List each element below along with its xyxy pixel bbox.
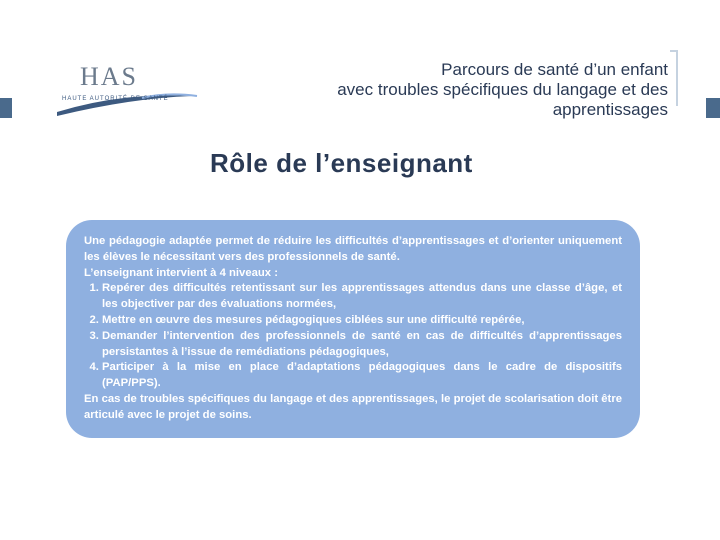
title-line-1: Parcours de santé d’un enfant — [441, 60, 668, 79]
logo-subtitle: HAUTE AUTORITÉ DE SANTÉ — [62, 96, 169, 102]
intro-paragraph: Une pédagogie adaptée permet de réduire les difficultés d’apprentissages et d’orienter uniquement les élèves le nécessitant vers des professionnels de santé. — [84, 235, 622, 263]
slide-heading: Rôle de l’enseignant — [210, 148, 473, 178]
levels-list — [84, 281, 622, 392]
left-accent-tab — [0, 98, 12, 118]
list-item: 4. Participer à la mise en place d’adaptations pédagogiques dans le cadre de dispositifs (PAP/PPS). — [102, 360, 622, 392]
right-accent-tab — [706, 98, 720, 118]
list-item: 3. Demander l’intervention des professionnels de santé en cas de difficultés d’apprentissages persistantes à l’issue de remédiations pédagogiques, — [102, 329, 622, 361]
has-logo — [52, 62, 202, 122]
list-item: 2. Mettre en œuvre des mesures pédagogiques ciblées sur une difficulté repérée, — [102, 313, 622, 329]
title-bracket — [670, 50, 678, 106]
presentation-title — [268, 60, 668, 120]
list-item: 1. Repérer des difficultés retentissant sur les apprentissages attendus dans une classe d’âge, et les objectiver par des évaluations normées, — [102, 281, 622, 313]
levels-intro: L’enseignant intervient à 4 niveaux : — [84, 266, 278, 279]
content-panel — [66, 220, 640, 438]
logo-mark: HAS — [80, 62, 139, 91]
title-line-3: apprentissages — [552, 100, 668, 119]
title-line-2: avec troubles spécifiques du langage et des — [337, 80, 668, 99]
conclusion-paragraph: En cas de troubles spécifiques du langage et des apprentissages, le projet de scolarisation doit être articulé avec le projet de soins. — [84, 392, 622, 421]
